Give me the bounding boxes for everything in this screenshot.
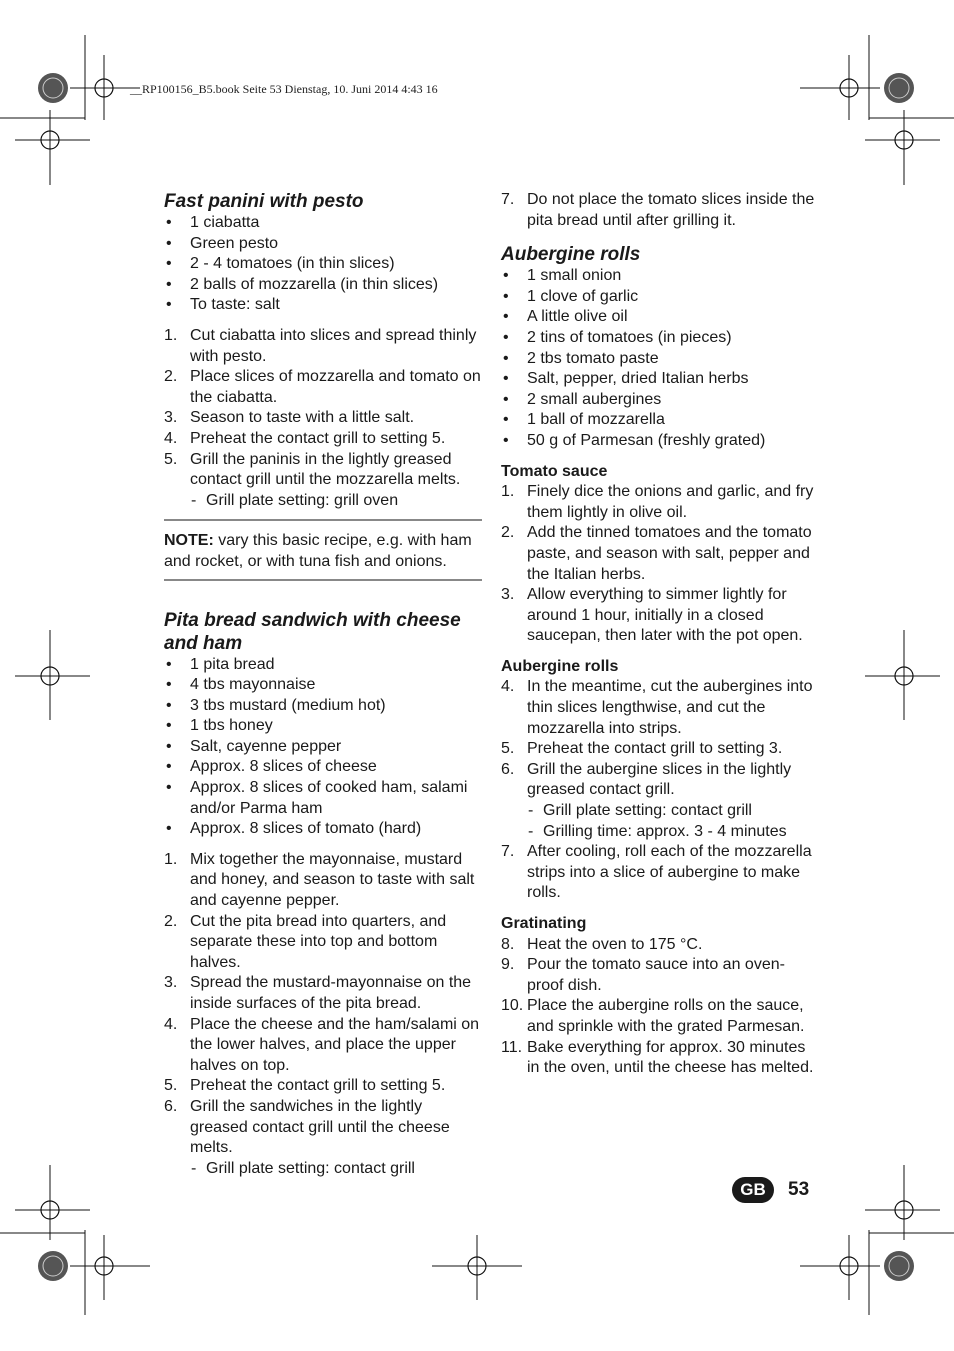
ingredient-item: • 4 tbs mayonnaise — [164, 675, 482, 696]
ingredients-aubergine — [501, 266, 821, 451]
ingredient-item: • Approx. 8 slices of cooked ham, salami and/or Parma ham — [164, 778, 482, 819]
ingredient-item: • Salt, pepper, dried Italian herbs — [501, 369, 821, 390]
step-item: 1. Mix together the mayonnaise, mustard and honey, and season to taste with salt and cayenne pepper. — [164, 850, 475, 910]
ingredient-item: • 3 tbs mustard (medium hot) — [164, 696, 482, 717]
note-text: vary this basic recipe, e.g. with ham and rocket, or with tuna fish and onions. — [164, 532, 472, 570]
ingredient-item: • 1 ciabatta — [164, 213, 482, 234]
page-footer — [732, 1177, 809, 1203]
step-item: 8. Heat the oven to 175 °C. — [501, 935, 703, 953]
ingredient-item: • Green pesto — [164, 234, 482, 255]
step-subitem: - Grill plate setting: contact grill — [527, 801, 821, 822]
ingredients-pita — [164, 655, 482, 840]
steps-tomato-sauce — [501, 482, 821, 647]
ingredient-item: • 2 - 4 tomatoes (in thin slices) — [164, 254, 482, 275]
step-item: 1. Finely dice the onions and garlic, and fry them lightly in olive oil. — [501, 483, 814, 521]
note-box — [164, 519, 482, 580]
step-item: 7. Do not place the tomato slices inside the pita bread until after grilling it. — [501, 191, 815, 229]
ingredient-item: • 1 small onion — [501, 266, 821, 287]
ingredients-panini — [164, 213, 482, 316]
step-item: 6. Grill the aubergine slices in the lightly greased contact grill. - Grill plate setting: contact grill - Grilling time: approx. 3 - 4 minutes — [501, 760, 821, 842]
step-item: 3. Spread the mustard-mayonnaise on the inside surfaces of the pita bread. — [164, 974, 472, 1012]
steps-pita-continued — [501, 190, 821, 231]
step-item: 7. After cooling, roll each of the mozzarella strips into a slice of aubergine to make rolls. — [501, 843, 812, 902]
ingredient-item: • 2 balls of mozzarella (in thin slices) — [164, 275, 482, 296]
recipe-title-panini: Fast panini with pesto — [164, 191, 364, 212]
step-subitem: - Grill plate setting: grill oven — [190, 491, 482, 512]
step-item: 2. Place slices of mozzarella and tomato on the ciabatta. — [164, 368, 481, 406]
steps-panini — [164, 326, 482, 511]
section-title-aubergine-rolls: Aubergine rolls — [501, 657, 619, 675]
step-item: 5. Preheat the contact grill to setting 3. — [501, 740, 783, 758]
section-title-tomato-sauce: Tomato sauce — [501, 462, 608, 480]
step-item: 3. Allow everything to simmer lightly for around 1 hour, initially in a closed saucepan, then later with the pot open. — [501, 586, 803, 645]
note-label: NOTE: — [164, 532, 214, 550]
step-item: 9. Pour the tomato sauce into an oven-proof dish. — [501, 956, 785, 994]
ingredient-item: • 2 tbs tomato paste — [501, 349, 821, 370]
ingredient-item: • 1 clove of garlic — [501, 287, 821, 308]
page-number: 53 — [788, 1179, 810, 1200]
section-title-gratinating: Gratinating — [501, 915, 587, 932]
step-item: 2. Cut the pita bread into quarters, and separate these into top and bottom halves. — [164, 912, 447, 971]
step-item: 6. Grill the sandwiches in the lightly greased contact grill until the cheese melts. - Grill plate setting: contact grill — [164, 1097, 482, 1179]
right-column — [501, 190, 821, 1079]
step-item: 4. Place the cheese and the ham/salami on the lower halves, and place the upper halves on top. — [164, 1015, 480, 1074]
step-item: 4. In the meantime, cut the aubergines into thin slices lengthwise, and cut the mozzarella into strips. — [501, 678, 813, 737]
ingredient-item: • Approx. 8 slices of cheese — [164, 757, 482, 778]
step-subitem: - Grilling time: approx. 3 - 4 minutes — [527, 822, 821, 843]
step-subitem: - Grill plate setting: contact grill — [190, 1159, 482, 1180]
recipe-title-aubergine: Aubergine rolls — [501, 244, 641, 266]
step-item: 2. Add the tinned tomatoes and the tomato paste, and season with salt, pepper and the Italian herbs. — [501, 524, 812, 583]
file-info-header: __RP100156_B5.book Seite 53 Dienstag, 10. Juni 2014 4:43 16 — [130, 82, 438, 96]
step-item: 11. Bake everything for approx. 30 minutes in the oven, until the cheese has melted. — [501, 1038, 814, 1077]
ingredient-item: • 2 small aubergines — [501, 390, 821, 411]
ingredient-item: • 2 tins of tomatoes (in pieces) — [501, 328, 821, 349]
step-item: 3. Season to taste with a little salt. — [164, 409, 415, 427]
ingredient-item: • To taste: salt — [164, 295, 482, 316]
step-item: 4. Preheat the contact grill to setting 5. — [164, 429, 446, 447]
ingredient-item: • 50 g of Parmesan (freshly grated) — [501, 431, 821, 452]
language-badge: GB — [732, 1177, 774, 1203]
ingredient-item: • A little olive oil — [501, 307, 821, 328]
step-item: 10. Place the aubergine rolls on the sauce, and sprinkle with the grated Parmesan. — [501, 997, 805, 1035]
ingredient-item: • 1 pita bread — [164, 655, 482, 676]
step-item: 5. Preheat the contact grill to setting 5. — [164, 1077, 446, 1095]
ingredient-item: • 1 ball of mozzarella — [501, 410, 821, 431]
steps-pita — [164, 850, 482, 1180]
ingredient-item: • 1 tbs honey — [164, 716, 482, 737]
recipe-title-pita: Pita bread sandwich with cheese and ham — [164, 609, 461, 654]
step-item: 1. Cut ciabatta into slices and spread thinly with pesto. — [164, 326, 477, 365]
step-item: 5. Grill the paninis in the lightly greased contact grill until the mozzarella melts. - Grill plate setting: grill oven — [164, 450, 482, 512]
ingredient-item: • Approx. 8 slices of tomato (hard) — [164, 819, 482, 840]
ingredient-item: • Salt, cayenne pepper — [164, 737, 482, 758]
left-column — [164, 190, 482, 1179]
steps-aubergine-rolls — [501, 677, 821, 904]
steps-gratinating — [501, 935, 821, 1079]
